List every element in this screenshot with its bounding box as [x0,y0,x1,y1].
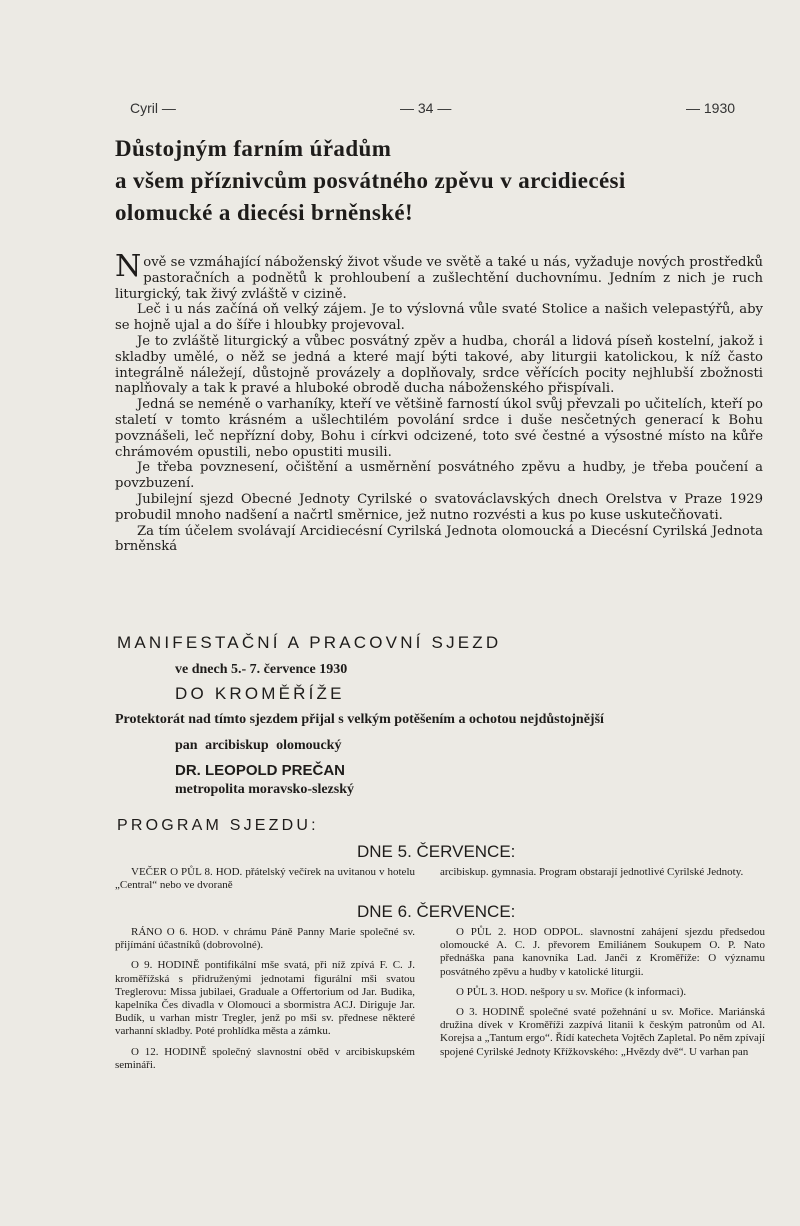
title-line: Důstojným farním úřadům [115,136,392,161]
patron-name: DR. LEOPOLD PREČAN [175,762,346,779]
title-line: olomucké a diecési brněnské! [115,200,414,225]
program-item: VEČER O PŮL 8. HOD. přátelský večírek na uvitanou v hotelu „Central“ nebo ve dvoraně [115,866,415,892]
day5-heading: DNE 5. ČERVENCE: [357,842,516,861]
drop-cap: N [115,249,142,284]
program-item: O 9. HODINĚ pontifikální mše svatá, při níž zpívá F. C. J. kroměřížská s přidruženými jednotami figurální mši svatou Treglerovu: Missa jubilaei, Graduale a Offertorium od Jar. Budika, kapelníka Čes divadla v Olomouci a sbormistra ACJ. Diriguje Jar. Budík, u varhan mistr Tregler, jenž po mši sv. přednese některé varhanní skladby. Poté prohlídka města a zámku. [115,959,415,1038]
day6-heading: DNE 6. ČERVENCE: [357,902,516,921]
program-item: O PŮL 2. HOD ODPOL. slavnostní zahájení sjezdu předsedou olomoucké A. C. J. převorem Emiliánem Soukupem O. P. Nato přednáška pana kanovníka Lad. Janči z Kroměříže: O významu posvátného zpěvu a hudby v katolické liturgii. [440,926,765,978]
event-name: MANIFESTAČNÍ A PRACOVNÍ SJEZD [117,633,502,652]
day5-right-column [440,866,765,886]
patron-title: pan arcibiskup olomoucký [175,738,342,753]
program-item: RÁNO O 6. HOD. v chrámu Páně Panny Marie společné sv. přijímání účastníků (dobrovolné). [115,926,415,952]
event-place: DO KROMĚŘÍŽE [175,684,345,703]
program-item: O PŮL 3. HOD. nešpory u sv. Mořice (k informaci). [456,985,687,998]
paragraph: Leč i u nás začíná oň velký zájem. Je to výslovná vůle svaté Stolice a našich velepastýřů, aby se hojně ujal a do šíře i hloubky projevoval. [115,302,763,334]
program-item: O 3. HODINĚ společné svaté požehnání u sv. Mořice. Mariánská družina dívek v Kroměříži zazpívá litanii k českým patronům od Al. Korejsa a „Tantum ergo“. Řídí katecheta Vojtěch Zapletal. Po něm zpívají spojené Cyrilské Jednoty Křížkovského: „Hvězdy dvě“. U varhan pan [440,1006,765,1058]
program-item: O 12. HODINĚ společný slavnostní oběd v arcibiskupském semináři. [115,1045,415,1071]
paragraph: Za tím účelem svolávají Arcidiecésní Cyrilská Jednota olomoucká a Diecésní Cyrilská Jednota brněnská [115,523,763,555]
patron-role: metropolita moravsko-slezský [175,782,354,797]
intro-text [115,249,763,555]
title-line: a všem příznivcům posvátného zpěvu v arcidiecési [115,168,626,193]
program-item: arcibiskup. gymnasia. Program obstarají jednotlivé Cyrilské Jednoty. [440,866,744,878]
paragraph: Jubilejní sjezd Obecné Jednoty Cyrilské o svatováclavských dnech Orelstva v Praze 1929 probudil mnoho nadšení a načrtl směrnice, jež nutno rozvésti a kus po kuse uskutečňovati. [115,491,763,523]
program-heading: PROGRAM SJEZDU: [117,817,319,834]
day5-left-column [115,866,415,899]
header-year: — 1930 [686,100,736,116]
day6-left-column [115,926,415,1079]
paragraph: Je to zvláště liturgický a vůbec posvátný zpěv a hudba, chorál a lidová píseň kostelní, jakož i skladby umělé, o něž se jedná a které mají býti takové, aby liturgii katolickou, k níž často integrálně náležejí, důstojně provázely a doplňovaly, srdce věřících pocity nejhlubší zbožnosti naplňovaly a tak k pravé a hluboké obrodě ducha náboženského přispívali. [115,333,763,397]
page-title [115,133,775,229]
paragraph: Jedná se neméně o varhaníky, kteří ve většině farností úkol svůj převzali po učitelích, kteří po staletí v tomto krásném a ušlechtilém povolání srdce i duše nesčetných generací k Bohu povznášeli, leč nepřízní doby, Bohu i církvi odcizené, toto své čestné a výsostné místo na kůře chrámovém opustili, nebo opustiti musili. [115,397,763,460]
paragraph: Je třeba povznesení, očištění a usměrnění posvátného zpěvu a hudby, je třeba poučení a povzbuzení. [115,460,763,492]
event-dates: ve dnech 5.- 7. července 1930 [175,662,348,677]
paragraph: Nově se vzmáhající náboženský život všude ve světě a také u nás, vyžaduje nových prostředků pastoračních a podnětů k prohloubení a zušlechtění duchovnímu. Jedním z nich je ruch liturgický, tak živý zvláště v cizině. [115,249,763,302]
page-number: — 34 — [400,100,452,116]
day6-right-column [440,926,765,1066]
protectorate-text: Protektorát nad tímto sjezdem přijal s velkým potěšením a ochotou nejdůstojnější [115,712,604,727]
header-journal: Cyril — [130,100,176,116]
